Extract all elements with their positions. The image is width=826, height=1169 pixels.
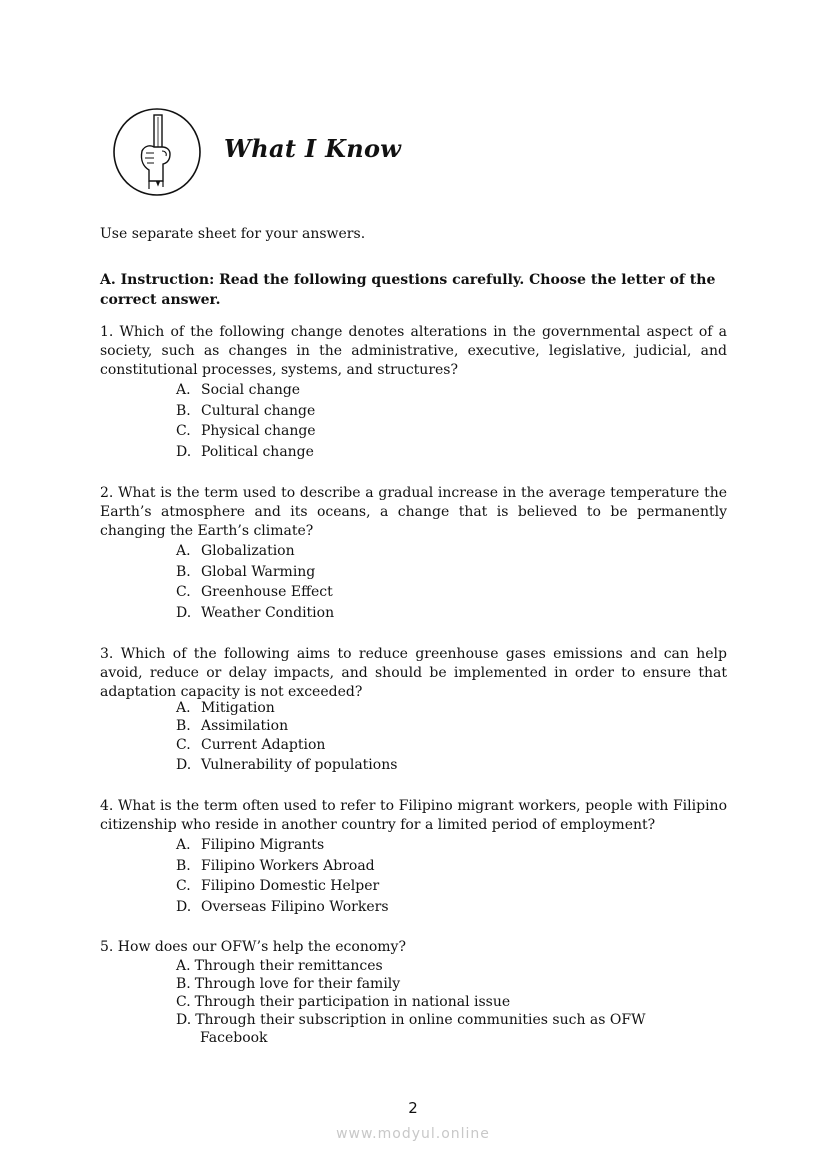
option: D. Overseas Filipino Workers (176, 898, 389, 915)
option: A. Mitigation (176, 700, 275, 716)
question-1-options (176, 380, 316, 462)
question-4-options (176, 835, 389, 917)
question-5: 5. How does our OFW’s help the economy? (100, 939, 406, 955)
option: A. Globalization (176, 543, 295, 559)
option: D. Vulnerability of populations (176, 756, 398, 773)
pencil-hand-icon (112, 107, 204, 197)
option: C. Physical change (176, 423, 316, 440)
page-title: What I Know (224, 134, 402, 163)
option: D. Weather Condition (176, 604, 335, 621)
instruction-text: A. Instruction: Read the following questions carefully. Choose the letter of the correct answer. (100, 272, 716, 308)
option: D. Through their subscription in online communities such as OFW (176, 1012, 646, 1028)
intro-text: Use separate sheet for your answers. (100, 226, 366, 242)
option: B. Through love for their family (176, 976, 401, 992)
question-4: 4. What is the term often used to refer to Filipino migrant workers, people with Filipino citizenship who reside in another country for a limited period of employment? (100, 798, 727, 833)
option: A. Filipino Migrants (176, 837, 325, 853)
page-number: 2 (408, 1099, 418, 1117)
question-5-options (176, 957, 646, 1047)
watermark: www.modyul.online (336, 1126, 490, 1142)
option: B. Global Warming (176, 563, 316, 580)
option: C. Current Adaption (176, 736, 326, 753)
option: C. Greenhouse Effect (176, 584, 333, 601)
question-3: 3. Which of the following aims to reduce greenhouse gases emissions and can help avoid, reduce or delay impacts, and should be implemented in order to ensure that adaptation capacity is not exceeded? (100, 646, 727, 700)
option: B. Assimilation (176, 718, 289, 735)
question-2-options (176, 541, 334, 623)
option-continuation: Facebook (200, 1030, 268, 1046)
question-1: 1. Which of the following change denotes alterations in the governmental aspect of a society, such as changes in the administrative, executive, legislative, judicial, and constitutional processes, systems, and structures? (100, 324, 727, 378)
option: A. Social change (176, 382, 301, 398)
option: D. Political change (176, 443, 314, 460)
option: B. Cultural change (176, 402, 316, 419)
option: B. Filipino Workers Abroad (176, 857, 375, 874)
question-3-options (176, 699, 397, 774)
option: C. Filipino Domestic Helper (176, 878, 380, 895)
question-2: 2. What is the term used to describe a gradual increase in the average temperature the Earth’s atmosphere and its oceans, a change that is believed to be permanently changing the Earth’s climate? (100, 485, 727, 539)
option: A. Through their remittances (176, 958, 383, 974)
option: C. Through their participation in national issue (176, 994, 511, 1010)
